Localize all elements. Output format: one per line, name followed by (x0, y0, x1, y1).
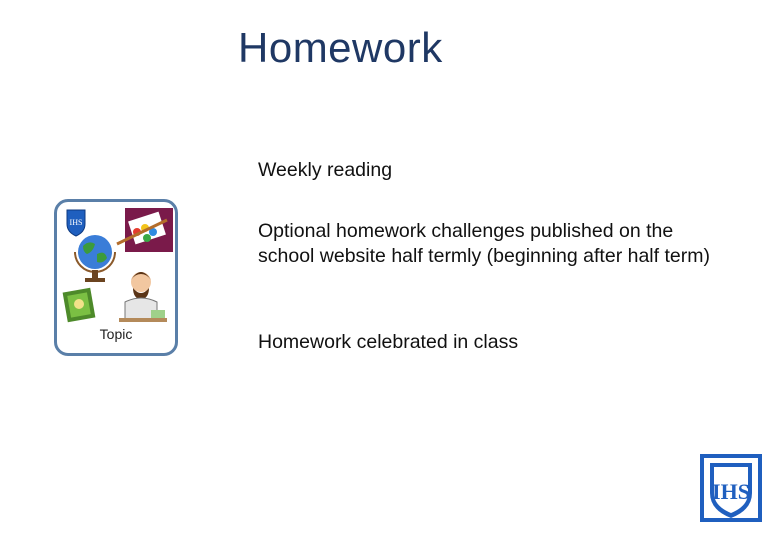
slide-title: Homework (238, 24, 443, 71)
paint-palette-icon (117, 208, 173, 252)
svg-text:IHS: IHS (69, 218, 83, 227)
topic-label: Topic (99, 326, 133, 342)
school-crest-logo (700, 454, 762, 522)
topic-card (54, 199, 178, 356)
bullet-item: Homework celebrated in class (258, 331, 519, 353)
book-icon (63, 288, 96, 322)
school-crest-icon (67, 210, 85, 236)
crest-monogram: IHS (712, 479, 750, 504)
bullet-item: Optional homework challenges published on the school website half termly (beginning after half term) (258, 220, 710, 267)
bullet-item: Weekly reading (258, 159, 393, 181)
teacher-icon (119, 272, 167, 322)
globe-icon (75, 235, 115, 282)
